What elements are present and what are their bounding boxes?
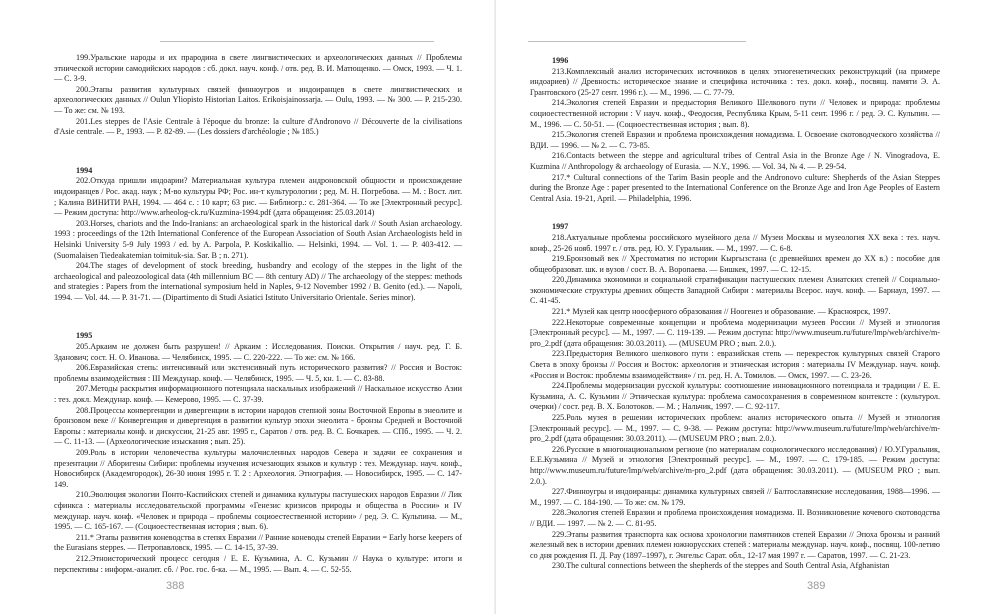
bibliography-entry: 223.Предыстория Великого шелкового пути : евразийская степь — перекресток культурных связей Старого Света в эпоху бронзы // Россия и Восток: археология и этническая история : материалы IV Междунар. науч. конф. «Россия и Восток: проблемы взаимодействия» / гл. ред. Н. А. Томилов. — Омск, 1997. — С. 23-26. [530, 349, 940, 380]
bibliography-entry: 211.* Этапы развития коневодства в степях Евразии // Ранние коневоды степей Евразии = Early horse keepers of the Eurasians steppes. — Петропавловск, 1995. — С. 14-15, 37-39. [54, 532, 462, 553]
bibliography-entry: 220.Динамика экономики и социальной стратификации пастушеских племен Азиатских степей // Социально-экономические структуры древних обществ Западной Сибири : материалы Всерос. науч. конф. — Барнаул, 1997. — С. 41-45. [530, 275, 940, 306]
page-number: 388 [166, 580, 185, 592]
bibliography-entry: 226.Русские в многонациональном регионе (по материалам социологического исследования) / Ю.У.Гуральник, Е.Е.Кузьмина // Музей и этнология [Электронный ресурс]. — М., 1997. — С. 179-185. — Режим доступа: http://www.museum.ru/future/lmp/web/archive/m-pro_2.pdf (дата обращения: 30.03.2011). — (MUSEUM PRO ; вып. 2.0.). [530, 444, 940, 486]
bibliography-entry: 216.Contacts between the steppe and agricultural tribes of Central Asia in the Bronze Age / N. Vinogradova, E. Kuzmina // Anthropology & archaeology of Eurasia. — N.Y., 1996. — Vol. 34, № 4. — P. 29-54. [530, 151, 940, 171]
bibliography-entry: 201.Les steppes de l'Asie Centrale à l'époque du bronze: la culture d'Andronovo // Découverte de la civilisations d'Asie centrale. — P., 1993. — P. 82-89. — (Les dossiers d'archéologie ; № 185.) [54, 116, 462, 137]
bibliography-entry: 203.Horses, chariots and the Indo-Iranians: an archaeological spark in the historical dark // South Asian archaeology. 1993 : proceedings of the 12th International Conference of the European Association of South Asian Archaeologists held in Helsinki University 5-9 July 1993 / ed. by A. Parpola, P. Koskikallio. — Helsinki, 1994. — Vol. 1. — P. 403-412. — (Suomalaisen Tiedeakatemian toimituk-sia. Sar. B ; n. 271). [54, 218, 462, 260]
bibliography-entry: 209.Роль в истории человечества культуры малочисленных народов Севера и задачи ее сохранения и презентации // Аборигены Сибири: проблемы изучения исчезающих языков и культур : тез. Междунар. науч. конф., Новосибирск (Академгородок), 26-30 июня 1995 г. Т. 2 : Археология. Этнография. — Новосибирск, 1995. — С. 147-149. [54, 448, 462, 489]
year-heading-1995: 1995 [76, 331, 93, 341]
bibliography-entry: 228.Экология степей Евразии и проблема происхождения номадизма. II. Возникновение кочевого скотоводства // ВДИ. — 1997. — № 2. — С. 81-95. [530, 508, 940, 528]
bibliography-entry: 221.* Музей как центр ноосферного образования // Ноогенез и образование. — Красноярск, 1997. [552, 307, 891, 317]
year-heading-1996: 1996 [552, 56, 569, 65]
bibliography-entry: 208.Процессы конвергенции и дивергенции в истории народов степной зоны Восточной Европы в энеолите и бронзовом веке // Конвергенция и дивергенция в развитии культур эпохи энеолита - бронзы Средней и Восточной Европы : материалы конф. и дискуссии, 21-25 авг. 1995 г., Саратов / отв. ред. В. С. Бочкарев. — СПб., 1995. — Ч. 2. — С. 11-13. — (Археологические изыскания ; вып. 25). [54, 405, 462, 447]
year-heading-1997: 1997 [552, 222, 569, 232]
bibliography-entry: 219.Бронзовый век // Хрестоматия по истории Кыргызстана (с древнейших времен до XX в.) : пособие для общеобразоват. шк. и вузов / сост. В. А. Воропаева. — Бишкек, 1997. — С. 12-15. [530, 254, 940, 274]
bibliography-entry: 229.Этапы развития транспорта как основа хронологии памятников степей Евразии // Эпоха бронзы и ранний железный век в истории древних племен южнорусских степей : материалы междунар. науч. конф., посвящ. 100-летию со дня рождения П. Д. Рау (1897–1997), г. Энгельс Сарат. обл., 12-17 мая 1997 г. — Саратов, 1997. — С. 21-23. [530, 529, 940, 560]
bibliography-entry: 225.Роль музея в решении исторических проблем: анализ исторического опыта // Музей и этнология [Электронный ресурс]. — М., 1997. — С. 9-38. — Режим доступа: http://www.museum.ru/future/lmp/web/archive/m-pro_2.pdf (дата обращения: 30.03.2011). — (MUSEUM PRO ; вып. 2.0.). [530, 413, 940, 444]
header-rule [160, 41, 434, 42]
bibliography-entry: 207.Методы раскрытия информационного потенциала наскальных изображений // Наскальное искусство Азии : тез. докл. Междунар. конф. — Кемерово, 1995. — С. 37-39. [54, 384, 462, 405]
year-heading-1994: 1994 [76, 165, 93, 175]
right-page [496, 0, 991, 614]
page-number: 389 [807, 580, 826, 592]
left-page-text [54, 53, 462, 575]
bibliography-entry: 199.Уральские народы и их прародина в свете лингвистических и археологических данных // Проблемы этнической истории самодийских народов : сб. докл. науч. конф. / отв. ред. В. И. Матющенко. — Омск, 1993. — Ч. 1. — С. 3-9. [54, 53, 462, 84]
bibliography-entry: 224.Проблемы модернизации русской культуры: соотношение инновационного потенциала и традиции / Е. Е. Кузьмина, А. С. Кузьмин // Этническая культура: проблема самосохранения в современном контексте : (культурол. очерки) / сост. ред. В. Х. Болотоков. — М. ; Нальчик, 1997. — С. 92-117. [530, 381, 940, 412]
bibliography-entry: 202.Откуда пришли индоарии? Материальная культура племен андроновской общности и происхождение индоиранцев / Рос. акад. наук ; М-во культуры РФ; Рос. ин-т культурологии ; ред. М. Н. Погребова. — М. : Вост. лит. ; Калина ВИНИТИ РАН, 1994. — 464 с. : 10 карт; 63 рис. — Библиогр.: с. 281-364. — То же [Электронный ресурс]. — Режим доступа: http://www.arheolog-ck.ru/Kuzmina-1994.pdf (дата обращения: 25.03.2014) [54, 176, 462, 218]
bibliography-entry: 212.Этноисторический процесс сегодня / Е. Е. Кузьмина, А. С. Кузьмин // Наука о культуре: итоги и перспективы : информ.-аналит. сб. / Рос. гос. б-ка. — М., 1995. — Вып. 4. — С. 52-55. [54, 553, 462, 574]
header-rule [528, 41, 746, 42]
bibliography-entry: 206.Евразийская степь: интенсивный или экстенсивный путь исторического развития? // Россия и Восток: проблемы взаимодействия : III Междунар. конф. — Челябинск, 1995. — Ч. 5, кн. 1. — С. 83-88. [54, 363, 462, 383]
bibliography-entry: 210.Эволюция экологии Понто-Каспийских степей и динамика культуры пастушеских народов Евразии // Лик сфинкса : материалы исследовательской программы «Генезис кризисов природы и общества в России» и IV междунар. науч. конф. «Человек и природа – проблемы социоестественной истории» / ред. Э. С. Кульпина. — М., 1995. — С. 165-167. — (Социоестественная история ; вып. 6). [54, 490, 462, 532]
right-page-text [530, 56, 940, 572]
bibliography-entry: 230.The cultural connections between the shepherds of the steppes and South Central Asia, Afghanistan [552, 561, 890, 571]
bibliography-entry: 222.Некоторые современные концепции и проблема модернизации музеев России // Музей и этнология [Электронный ресурс]. — М., 1997. — С. 119-139. — Режим доступа: http://www.museum.ru/future/lmp/web/archive/m-pro_2.pdf (дата обращения: 30.03.2011). — (MUSEUM PRO ; вып. 2.0.). [530, 317, 940, 348]
bibliography-entry: 215.Экология степей Евразии и проблема происхождения номадизма. I. Освоение скотоводческого хозяйства // ВДИ. — 1996. — № 2. — С. 73-85. [530, 130, 940, 150]
left-page [0, 0, 495, 614]
bibliography-entry: 205.Аркаим не должен быть разрушен! // Аркаим : Исследования. Поиски. Открытия / науч. ред. Г. Б. Зданович; сост. Н. О. Иванова. — Челябинск, 1995. — С. 220-222. — То же: см. № 166. [54, 342, 462, 362]
bibliography-entry: 204.The stages of development of stock breeding, husbandry and ecology of the steppes in the light of the archaeological and paleozoological data (4th millennium BC — 8th century AD) // The archaeology of the steppes: methods and strategies : Papers from the international symposium held in Naples, 9-12 November 1992 / B. Genito (ed.). — Napoli, 1994. — Vol. 44. — P. 31-71. — (Dipartimento di Studi Asiatici Istituto Universitario Orientale. Series minor). [54, 261, 462, 302]
bibliography-entry: 227.Финноугры и индоиранцы: динамика культурных связей // Балтославянские исследования, 1988—1996. — М., 1997. — С. 184-190. — То же: см. № 179. [530, 487, 940, 507]
bibliography-entry: 217.* Cultural connections of the Tarim Basin people and the Andronovo culture: Shepherds of the Asian Steppes during the Bronze Age : paper presented to the International Conference on the Bronze Age and Iron Age Peoples of Eastern Central Asia. 19-21, April. — Philadelphia, 1996. [530, 172, 940, 203]
bibliography-entry: 213.Комплексный анализ исторических источников в целях этногенетических реконструкций (на примере индоариев) // Древность: историческое знание и специфика источника : тез. докл. конф., посвящ. памяти Э. А. Грантовского (25-27 сент. 1996 г.). — М., 1996. — С. 77-79. [530, 66, 940, 97]
bibliography-entry: 218.Актуальные проблемы российского музейного дела // Музеи Москвы и музеология XX века : тез. науч. конф., 25-26 нояб. 1997 г. / отв. ред. Ю. У. Гуральник. — М., 1997. — С. 6-8. [530, 232, 940, 253]
bibliography-entry: 214.Экология степей Евразии и предыстория Великого Шелкового пути // Человек и природа: проблемы социоестественной истории : V науч. конф., Феодосия, Республика Крым, 5-11 сент. 1996 г. / ред. Э. С. Кульпин. — М., 1996. — С. 50-51. — (Социоестественная история ; вып. 8). [530, 98, 940, 129]
bibliography-entry: 200.Этапы развития культурных связей финноугров и индоиранцев в свете лингвистических и археологических данных // Oulun Yliopisto Historian Laitos. Erikoisjainossarja. — Oulu, 1993. — № 300. — P. 215-230. — То же: см. № 193. [54, 84, 462, 115]
